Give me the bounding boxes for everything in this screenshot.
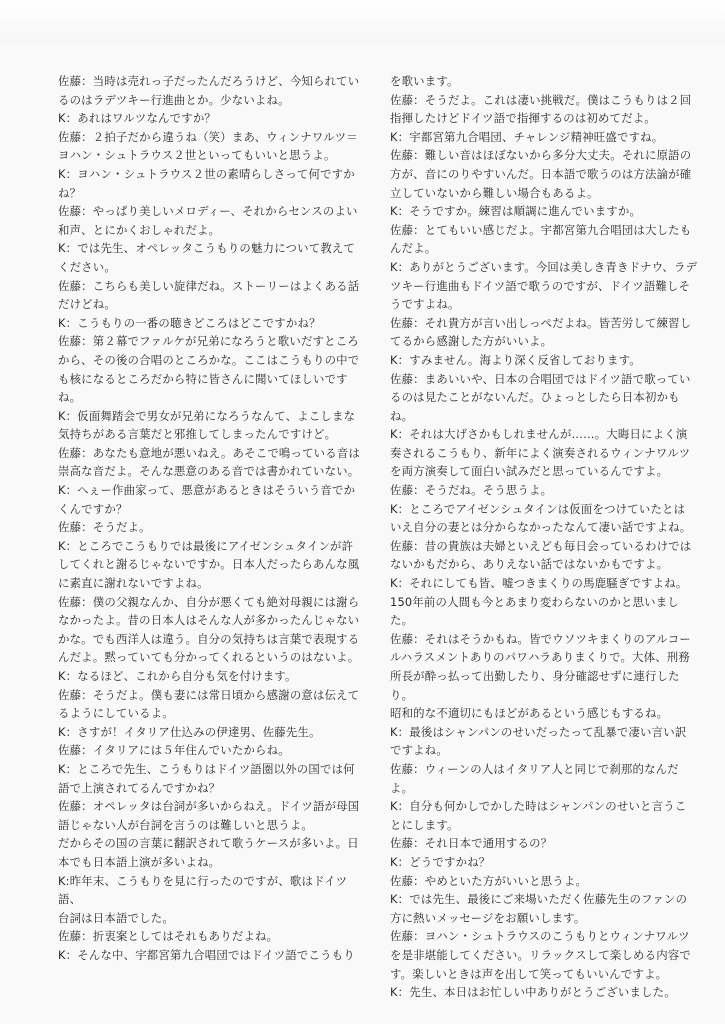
left-paragraph: 佐藤：イタリアには５年住んでいたからね。	[58, 743, 290, 758]
right-paragraph: K：ありがとうございます。今回は美しき青きドナウ、ラデ ツキー行進曲もドイツ語で歌うのですが、ドイツ語難しそ うですよね。	[390, 259, 698, 312]
left-paragraph: 佐藤：オペレッタは台詞が多いからねえ。ドイツ語が母国 語じゃない人が台詞を言うのは難しいと思うよ。 だからその国の言葉に翻訳されて歌うケースが多いよ。日 本でも日本語上演が多いよね。	[58, 799, 360, 869]
right-paragraph: 佐藤：ヨハン・シュトラウスのこうもりとウィンナワルツ を是非堪能してください。リラックスして楽しめる内容で す。楽しいときは声を出して笑ってもいいんですよ。	[390, 929, 692, 981]
right-paragraph: を歌います。	[390, 74, 459, 88]
right-paragraph: 佐藤：それ日本で通用するの？	[390, 836, 553, 851]
left-paragraph: 佐藤：当時は売れっ子だったんだろうけど、今知られてい るのはラデツキー行進曲とか。少ないよね。	[58, 74, 360, 107]
left-paragraph: K：そんな中、宇都宮第九合唱団ではドイツ語でこうもり	[58, 947, 355, 962]
right-paragraph: 佐藤：やめといた方がいいと思うよ。	[390, 873, 588, 888]
left-paragraph: K：ところでこうもりでは最後にアイゼンシュタインが許 してくれと謝るじゃないですか。日本人だったらあんな風 に素直に謝れないですよね。	[58, 538, 360, 591]
right-paragraph: 佐藤：とてもいい感じだよ。宇都宮第九合唱団は大したも んだよ。	[390, 222, 692, 256]
right-paragraph: 佐藤：そうだね。そう思うよ。	[390, 483, 553, 498]
right-column	[390, 72, 700, 1002]
left-paragraph: K：あれはワルツなんですか？	[58, 111, 217, 126]
left-column	[58, 72, 370, 965]
left-paragraph: 佐藤：第２幕でファルケが兄弟になろうと歌いだすところ から、その後の合唱のところかな。ここはこうもりの中で も核になるところだから特に皆さんに聞いてほしいですね。	[58, 334, 360, 405]
right-paragraph: K：先生、本日はお忙しい中ありがとうございました。	[390, 985, 676, 1000]
right-paragraph: 佐藤：難しい音はほぼないから多分大丈夫。それに原語の 方が、音にのりやすいんだ。日本語で歌うのは方法論が確 立していないから難しい場合もあるよ。	[390, 148, 692, 200]
right-paragraph: K：すみません。海より深く反省しております。	[390, 352, 641, 367]
right-paragraph: K：ところでアイゼンシュタインは仮面をつけていたとは いえ自分の妻とは分からなかったなんて凄い話ですよね。	[390, 501, 692, 535]
left-paragraph: 佐藤：そうだよ。	[58, 520, 151, 535]
right-paragraph: K：自分も何かしでかした時はシャンパンのせいと言うこ とにします。	[390, 799, 687, 832]
right-paragraph: 佐藤：それはそうかもね。皆でウソツキまくりのアルコー ルハラスメントありのパワハラありまくりで。大体、刑務 所長が酔っ払って出勤したり、身分確認せずに連行したり。 昭和的な不適切にもほどがあるという感じもするね。	[390, 631, 691, 721]
right-paragraph: K：そうですか。練習は順調に進んでいますか。	[390, 204, 642, 219]
left-paragraph: K：ところで先生、こうもりはドイツ語圏以外の国では何 語で上演されてるんですかね？	[58, 761, 355, 795]
left-paragraph: 佐藤：２拍子だから違うね（笑）まあ、ウィンナワルツ＝ ヨハン・シュトラウス２世といってもいいと思うよ。	[58, 129, 358, 163]
right-paragraph: K：それにしても皆、嘘つきまくりの馬鹿騒ぎですよね。 150年前の人間も今とあまり変わらないのかと思いました。	[390, 576, 688, 628]
right-paragraph: K：最後はシャンパンのせいだったって乱暴で凄い言い訳 ですよね。	[390, 724, 687, 758]
left-paragraph: 佐藤：やっぱり美しいメロディー、それからセンスのよい 和声、とにかくおしゃれだよ。	[58, 204, 358, 237]
right-paragraph: K：では先生、最後にご来場いただく佐藤先生のファンの 方に熱いメッセージをお願いします。	[390, 892, 688, 925]
left-paragraph: K：へぇー作曲家って、悪意があるときはそういう音でか くんですか？	[58, 483, 356, 516]
left-paragraph: 佐藤：折衷案としてはそれもありだよね。	[58, 929, 279, 944]
left-paragraph: 佐藤：こちらも美しい旋律だね。ストーリーはよくある話 だけどね。	[58, 278, 360, 312]
right-paragraph: 佐藤：ウィーンの人はイタリア人と同じで刹那的なんだよ。	[390, 761, 679, 795]
right-paragraph: K：宇都宮第九合唱団、チャレンジ精神旺盛ですね。	[390, 129, 664, 144]
left-paragraph: K：こうもりの一番の聴きどころはどこですかね？	[58, 315, 321, 330]
left-paragraph: K：なるほど、これから自分も気を付けます。	[58, 669, 297, 683]
left-paragraph: K：ヨハン・シュトラウス２世の素晴らしさって何ですか ね？	[58, 166, 355, 200]
left-paragraph: 佐藤：あなたも意地が悪いねえ。あそこで鳴っている音は 崇高な音だよ。そんな悪意のある音では書かれていない。	[58, 445, 361, 479]
left-paragraph: K:昨年末、こうもりを見に行ったのですが、歌はドイツ語、 台詞は日本語でした。	[58, 873, 348, 925]
right-paragraph: 佐藤：そうだよ。これは凄い挑戦だ。僕はこうもりは２回 指揮したけどドイツ語で指揮するのは初めてだよ。	[390, 92, 692, 126]
right-paragraph: K：それは大げさかもしれませんが……。大晦日によく演 奏されるこうもり、新年によく演奏されるウィンナワルツ を両方演奏して面白い試みだと思っているんですよ。	[390, 427, 691, 479]
right-paragraph: 佐藤：昔の貴族は夫婦といえども毎日会っているわけでは ないかもだから、ありえない話ではないかもですよ。	[390, 538, 692, 572]
right-paragraph: 佐藤：それ貴方が言い出しっぺだよね。皆苦労して練習し てるから感謝した方がいいよ。	[390, 315, 692, 349]
left-paragraph: K：さすが！イタリア仕込みの伊達男、佐藤先生。	[58, 724, 321, 739]
left-paragraph: K：仮面舞踏会で男女が兄弟になろうなんて、よこしまな 気持ちがある言葉だと邪推してしまったんですけど。	[58, 408, 356, 442]
right-paragraph: K：どうですかね？	[390, 854, 491, 869]
left-paragraph: K：では先生、オペレッタこうもりの魅力について教えて ください。	[58, 241, 356, 274]
left-paragraph: 佐藤：そうだよ。僕も妻には常日頃から感謝の意は伝えて るようにしているよ。	[58, 687, 360, 721]
left-paragraph: 佐藤：僕の父親なんか、自分が悪くても絶対母親には謝ら なかったよ。昔の日本人はそんな人が多かったんじゃない かな。でも西洋人は違う。自分の気持ちは言葉で表現する んだよ。黙っていても分かってくれるというのはないよ。	[58, 594, 360, 665]
right-paragraph: 佐藤：まあいいや、日本の合唱団ではドイツ語で歌ってい るのは見たことがないんだ。ひょっとしたら日本初かもね。	[390, 371, 691, 423]
